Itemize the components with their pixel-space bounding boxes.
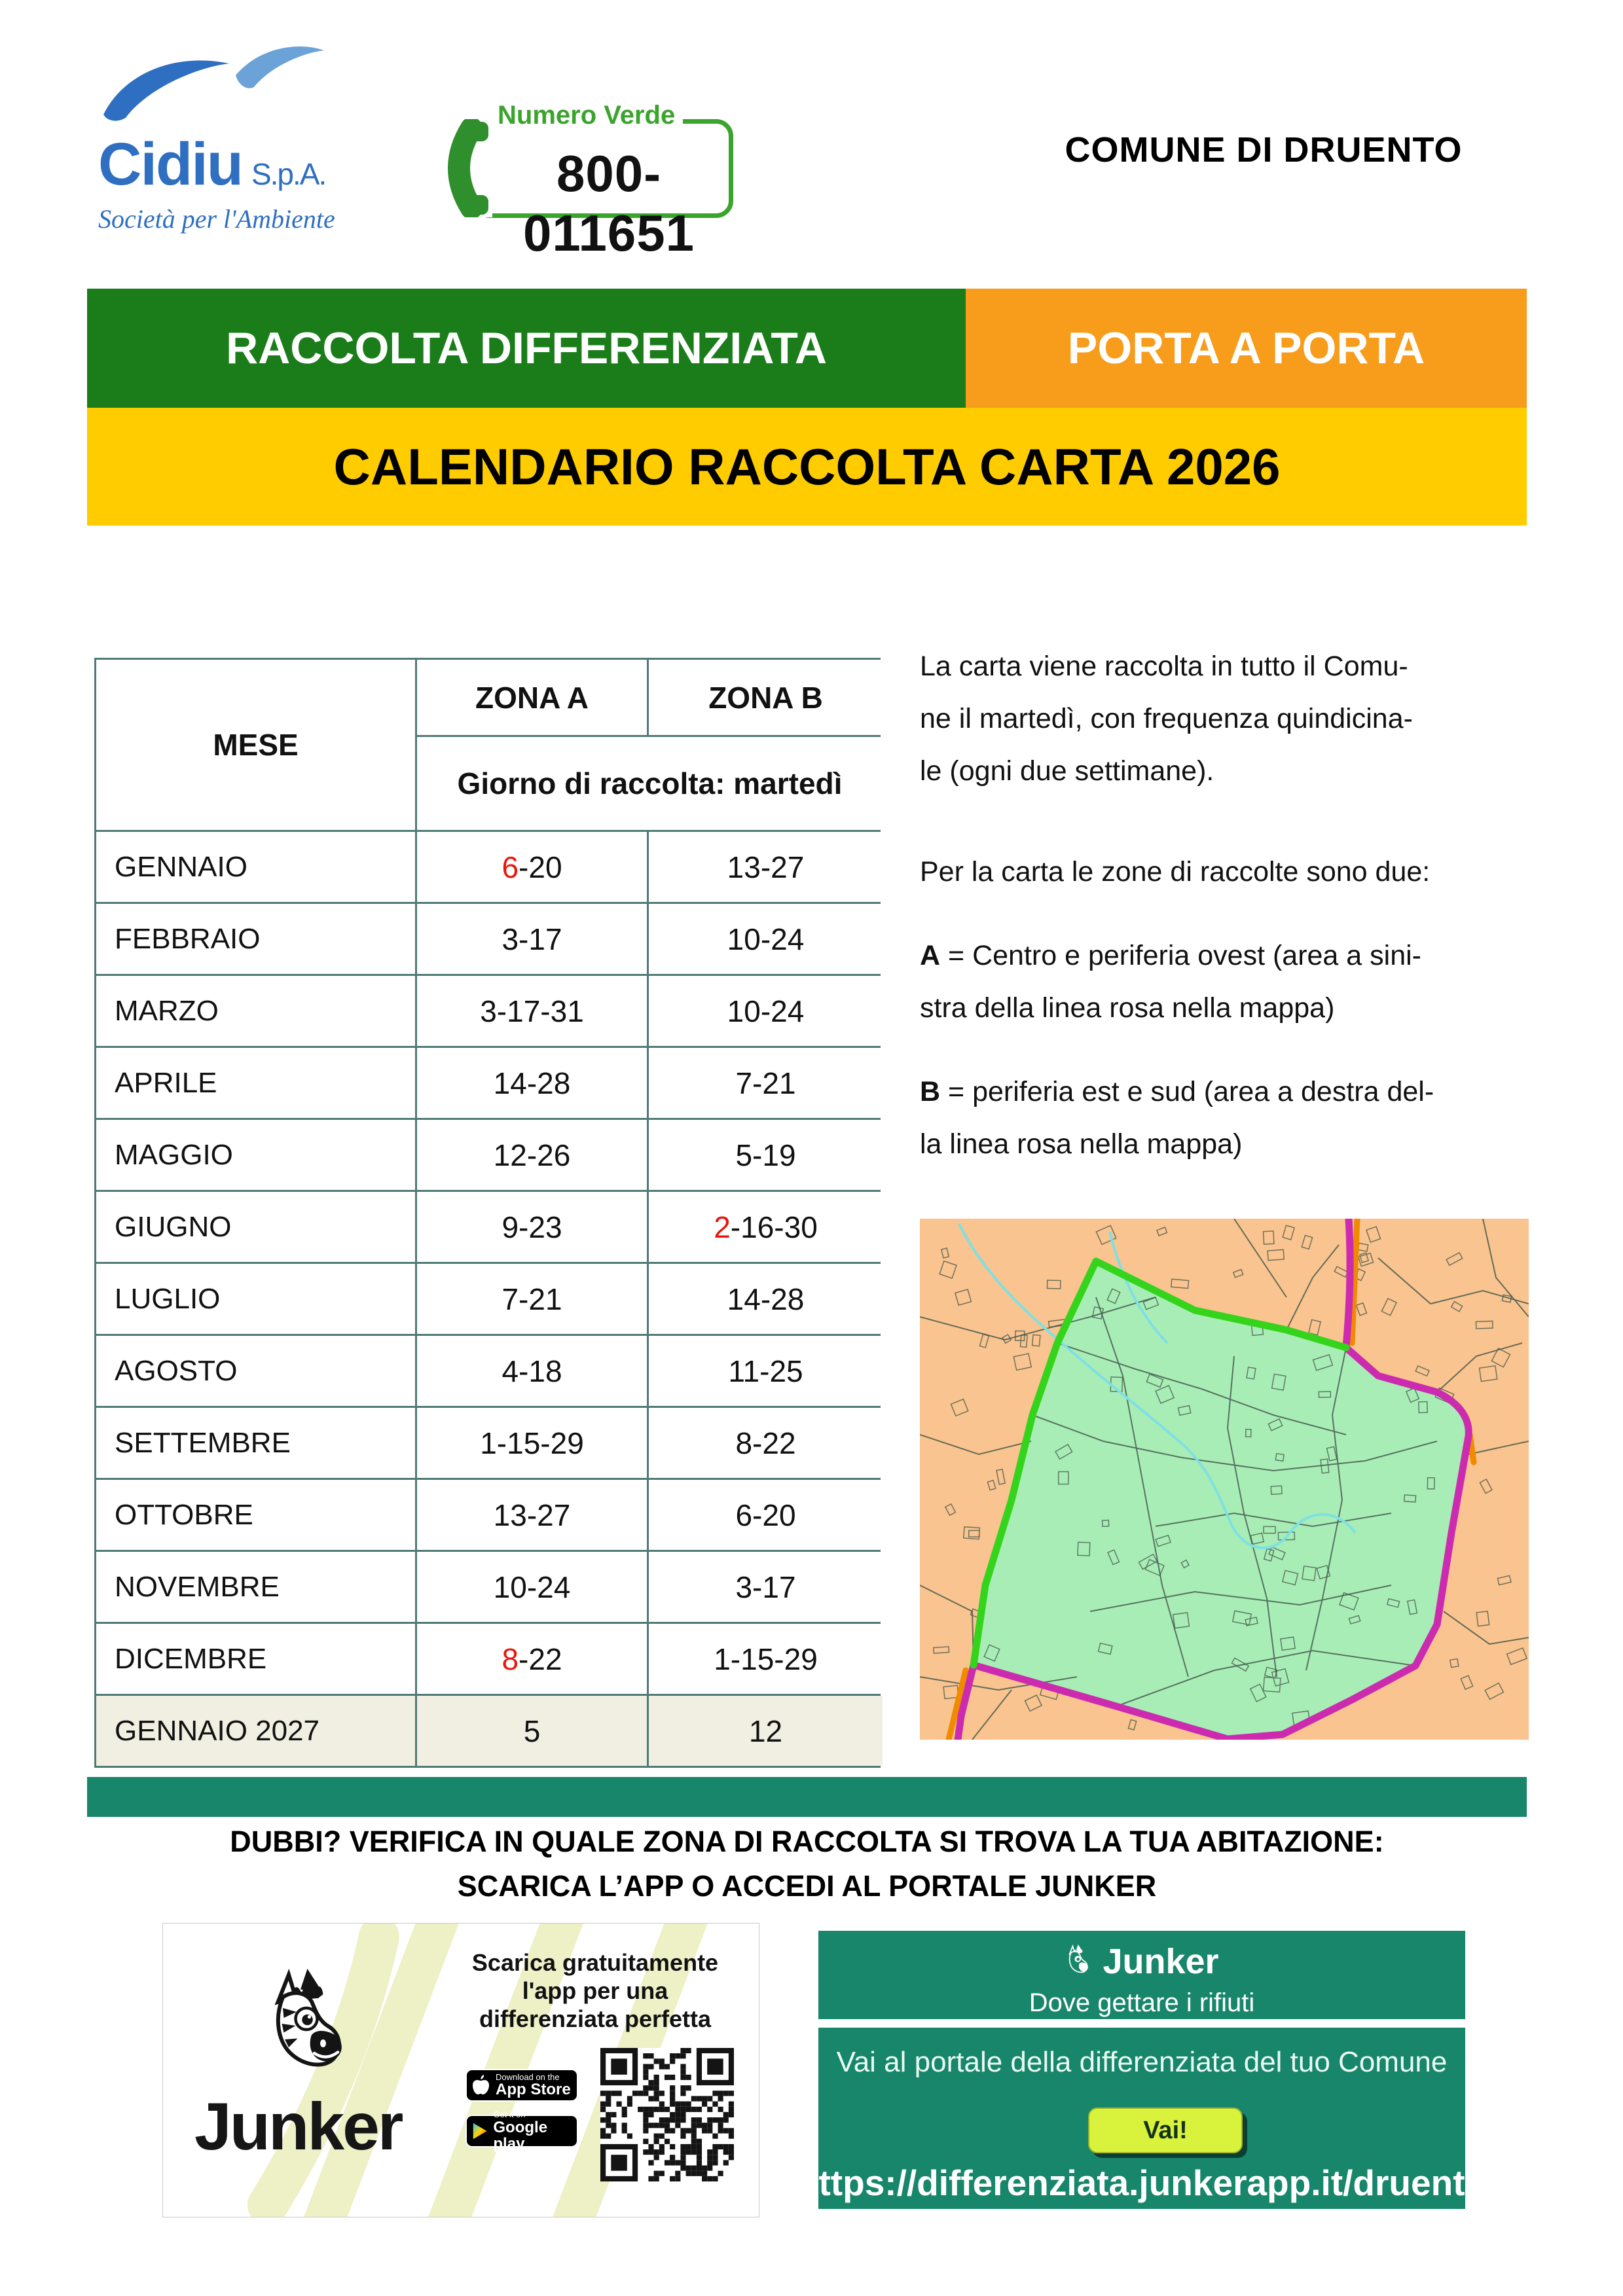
toll-free-badge — [432, 93, 733, 262]
zona-a-dates-cell: 7 - 21 — [417, 1264, 647, 1334]
month-cell: FEBBRAIO — [96, 904, 415, 974]
zones-map — [920, 1219, 1529, 1740]
google-play-icon — [472, 2121, 488, 2141]
month-cell: GIUGNO — [96, 1192, 415, 1262]
zone-a-line1: = Centro e periferia ovest (area a sini- — [940, 940, 1421, 971]
zona-b-dates-cell: 11 - 25 — [649, 1336, 883, 1406]
zone-a-lead: A — [920, 940, 941, 971]
teal-divider-bar — [87, 1777, 1527, 1817]
info-paragraph-zones: Per la carta le zone di raccolte sono due: — [920, 856, 1431, 888]
junker-brand-label: Junker — [1103, 1942, 1219, 1981]
zona-a-dates-cell: 9 - 23 — [417, 1192, 647, 1262]
app-store-badge[interactable] — [465, 2069, 578, 2102]
google-play-badge[interactable] — [465, 2109, 578, 2153]
column-header-zona-a: ZONA A — [417, 660, 647, 735]
app-store-badge-bottom: App Store — [496, 2081, 571, 2099]
zona-b-dates-cell: 5 - 19 — [649, 1120, 883, 1190]
cta-line-1: DUBBI? VERIFICA IN QUALE ZONA DI RACCOLTA SI TROVA LA TUA ABITAZIONE: — [230, 1825, 1384, 1858]
cidiu-wordmark: Cidiu S.p.A. — [98, 131, 326, 198]
zona-a-dates-cell: 4 - 18 — [417, 1336, 647, 1406]
google-play-badge-bottom: Google play — [493, 2118, 548, 2153]
toll-free-number: 800-011651 — [523, 145, 695, 262]
cta-line-2: SCARICA L’APP O ACCEDI AL PORTALE JUNKER — [457, 1869, 1157, 1903]
municipality-title: COMUNE DI DRUENTO — [1065, 130, 1463, 170]
zona-b-dates-cell: 12 — [649, 1696, 883, 1766]
month-cell: GENNAIO 2027 — [96, 1696, 415, 1766]
month-cell: AGOSTO — [96, 1336, 415, 1406]
column-header-mese: MESE — [96, 660, 415, 830]
junker-wordmark: Junker — [194, 2089, 402, 2164]
zone-b-line2: la linea rosa nella mappa) — [920, 1128, 1243, 1160]
month-cell: MARZO — [96, 976, 415, 1046]
junker-portal-panel — [796, 2028, 1487, 2209]
portal-heading: Vai al portale della differenziata del tuo Comune — [836, 2046, 1448, 2078]
qr-code[interactable] — [600, 2048, 734, 2181]
month-cell: GENNAIO — [96, 832, 415, 902]
junker-tagline: Dove gettare i rifiuti — [1029, 1988, 1255, 2017]
zona-b-dates-cell: 13 - 27 — [649, 832, 883, 902]
google-play-badge-top: Get it on — [493, 2109, 526, 2119]
zona-b-dates-cell: 3 - 17 — [649, 1552, 883, 1622]
zona-a-dates-cell: 6 - 20 — [417, 832, 647, 902]
month-cell: NOVEMBRE — [96, 1552, 415, 1622]
phone-icon — [432, 119, 492, 217]
apple-icon — [472, 2074, 490, 2096]
banner-calendario-title: CALENDARIO RACCOLTA CARTA 2026 — [87, 408, 1527, 526]
toll-free-label: Numero Verde — [490, 101, 683, 130]
junker-portal-header — [818, 1931, 1465, 2019]
app-headline: Scarica gratuitamente l'app per una differenziata perfetta — [471, 1949, 719, 2032]
zone-b-line1: = periferia est e sud (area a destra del- — [940, 1076, 1434, 1107]
zona-a-dates-cell: 3 - 17 - 31 — [417, 976, 647, 1046]
cidiu-swoosh-icon — [98, 36, 354, 134]
month-cell: SETTEMBRE — [96, 1408, 415, 1478]
zona-b-dates-cell: 1 - 15 - 29 — [649, 1624, 883, 1694]
cidiu-tagline: Società per l'Ambiente — [98, 204, 335, 234]
junker-brand — [818, 1941, 1465, 1982]
subheader-collection-day: Giorno di raccolta: martedì — [417, 737, 883, 830]
zona-a-dates-cell: 8 - 22 — [417, 1624, 647, 1694]
vai-button[interactable]: Vai! — [1088, 2108, 1243, 2153]
column-header-zona-b: ZONA B — [649, 660, 883, 735]
zona-a-dates-cell: 5 — [417, 1696, 647, 1766]
zona-b-dates-cell: 6 - 20 — [649, 1480, 883, 1550]
collection-calendar-table — [94, 658, 881, 1768]
zebra-icon-white — [1065, 1944, 1093, 1979]
zebra-mascot-icon — [261, 1967, 359, 2092]
zona-a-dates-cell: 14 - 28 — [417, 1048, 647, 1118]
zona-a-dates-cell: 10 - 24 — [417, 1552, 647, 1622]
zone-b-description — [920, 1066, 1539, 1170]
month-cell: MAGGIO — [96, 1120, 415, 1190]
zona-b-dates-cell: 7 - 21 — [649, 1048, 883, 1118]
banner-porta-a-porta: PORTA A PORTA — [966, 289, 1527, 408]
zona-a-dates-cell: 1 - 15 - 29 — [417, 1408, 647, 1478]
zone-a-line2: stra della linea rosa nella mappa) — [920, 992, 1335, 1024]
junker-app-panel — [162, 1923, 759, 2217]
zona-a-dates-cell: 13 - 27 — [417, 1480, 647, 1550]
zone-a-description — [920, 929, 1539, 1034]
cidiu-logo — [98, 36, 354, 239]
zona-b-dates-cell: 10 - 24 — [649, 904, 883, 974]
zona-b-dates-cell: 10 - 24 — [649, 976, 883, 1046]
banner-raccolta-differenziata: RACCOLTA DIFFERENZIATA — [87, 289, 966, 408]
zona-a-dates-cell: 3 - 17 — [417, 904, 647, 974]
info-paragraph-frequency: La carta viene raccolta in tutto il Comu- ne il martedì, con frequenza quindicina- le (ogni due settimane). — [920, 651, 1413, 787]
portal-url-link[interactable]: https://differenziata.junkerapp.it/druento — [796, 2162, 1487, 2203]
month-cell: APRILE — [96, 1048, 415, 1118]
month-cell: DICEMBRE — [96, 1624, 415, 1694]
zona-b-dates-cell: 2 - 16 - 30 — [649, 1192, 883, 1262]
zona-a-dates-cell: 12 - 26 — [417, 1120, 647, 1190]
month-cell: OTTOBRE — [96, 1480, 415, 1550]
zone-b-lead: B — [920, 1076, 941, 1107]
app-store-badge-top: Download on the — [496, 2072, 560, 2082]
zona-b-dates-cell: 8 - 22 — [649, 1408, 883, 1478]
month-cell: LUGLIO — [96, 1264, 415, 1334]
zona-b-dates-cell: 14 - 28 — [649, 1264, 883, 1334]
